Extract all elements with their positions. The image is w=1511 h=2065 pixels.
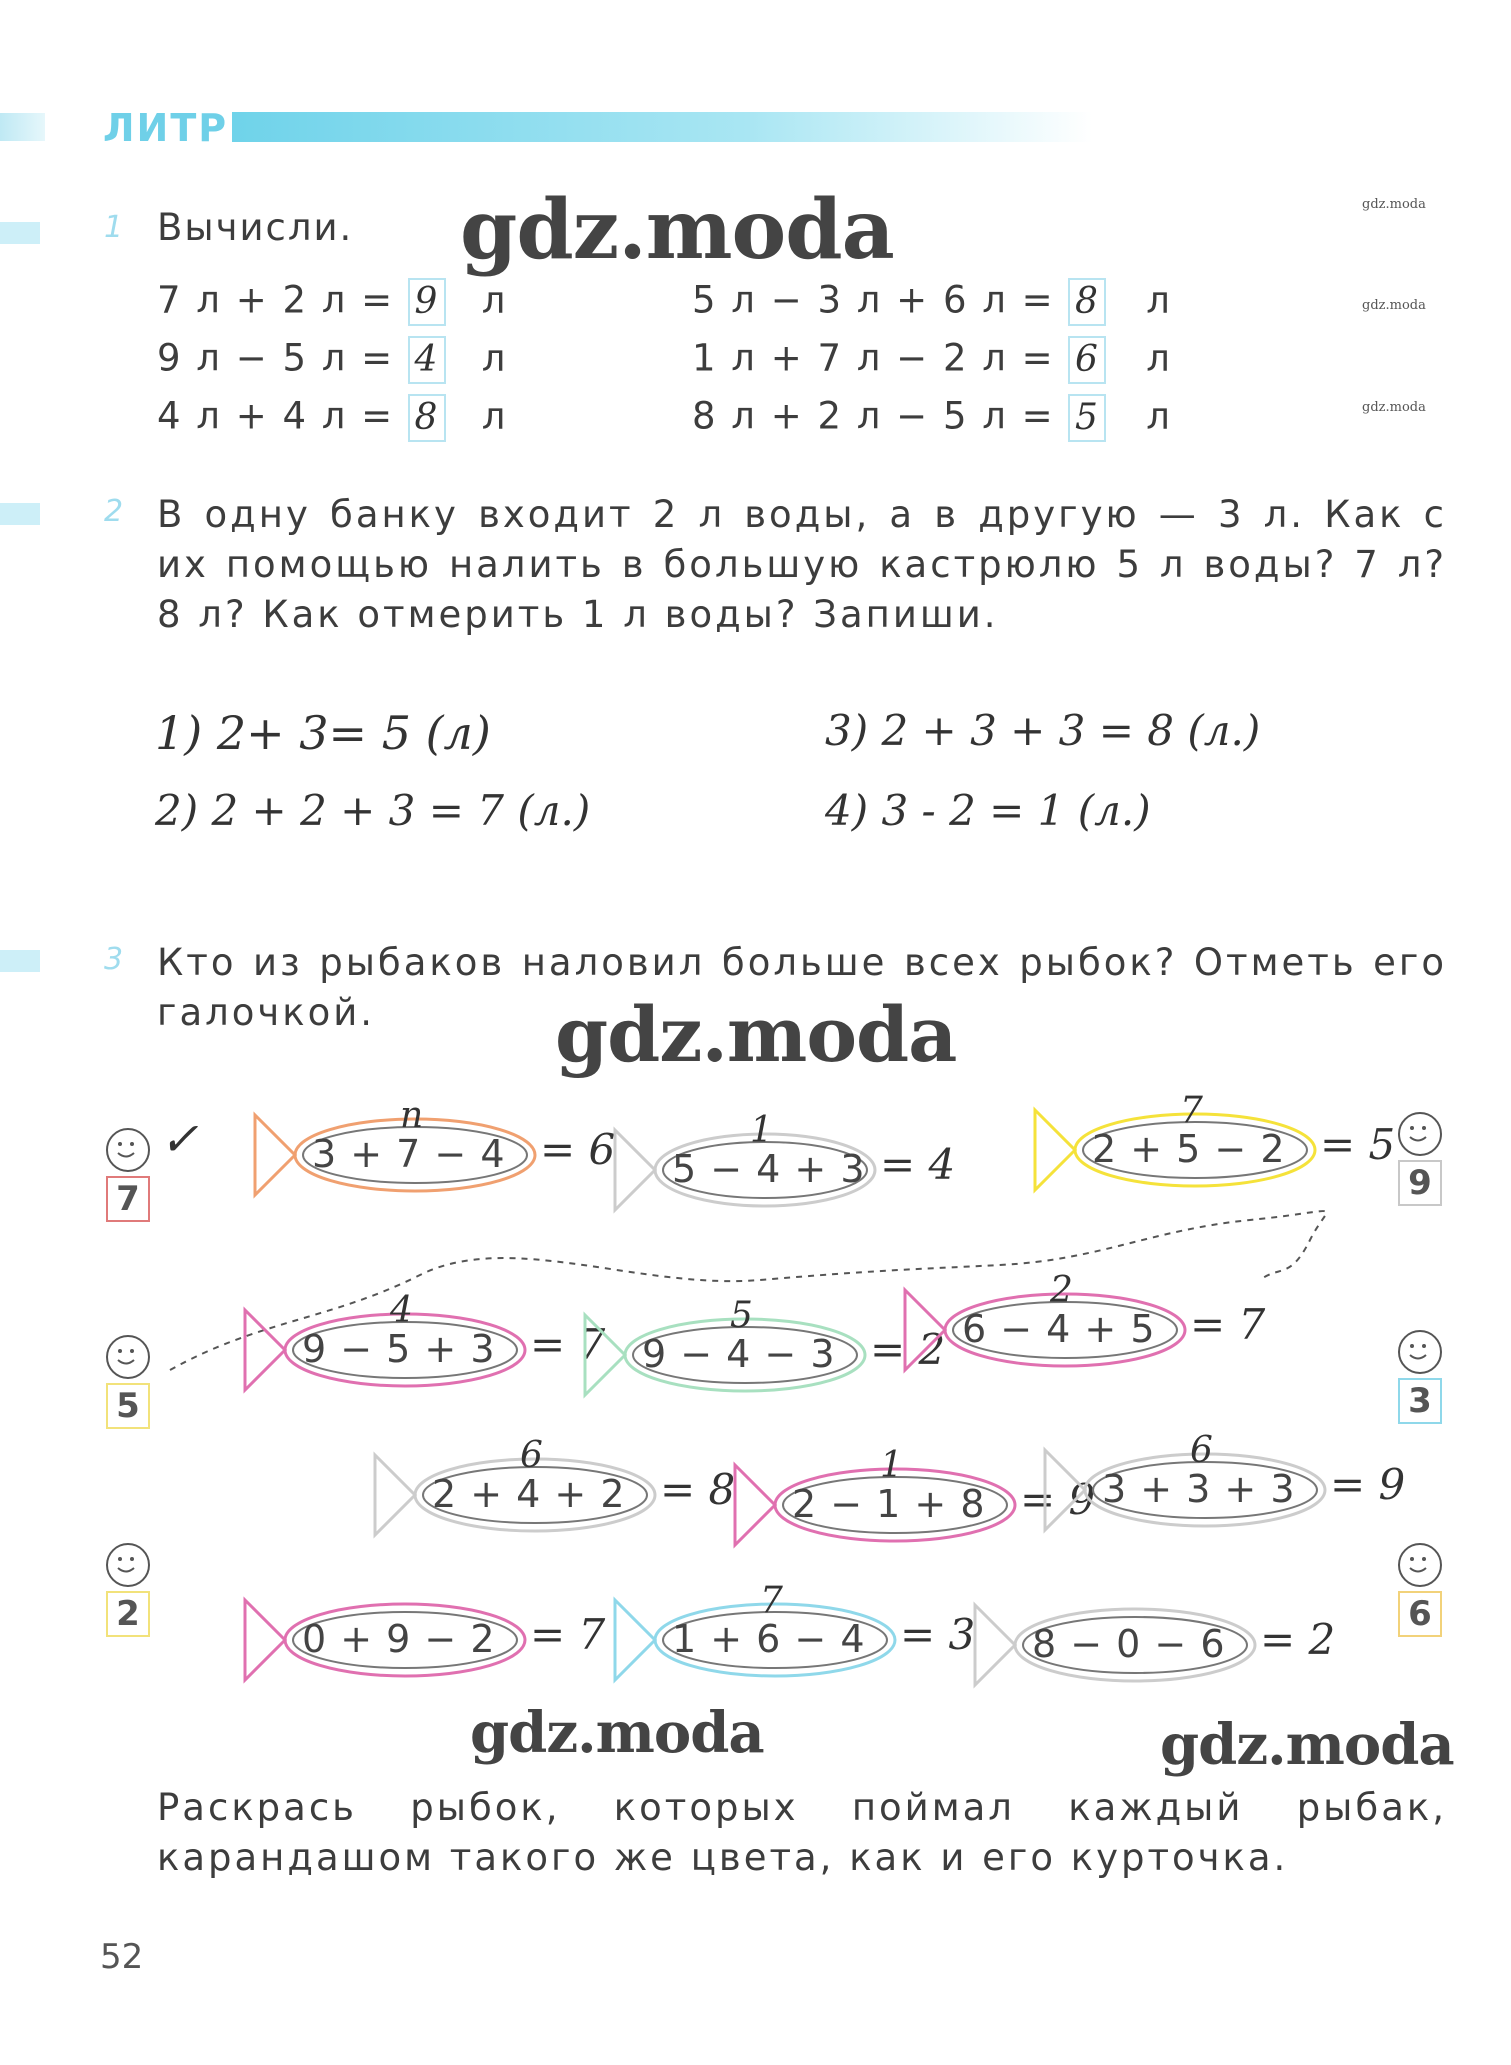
- smiley-face-icon: [1398, 1112, 1442, 1156]
- page-number: 52: [100, 1937, 144, 1977]
- answer-box: 8: [408, 394, 446, 442]
- header-bar: [232, 112, 1092, 142]
- fish-expression: 3 + 7 − 4: [312, 1132, 506, 1176]
- handwritten-answer: 4) 3 - 2 = 1 (л.): [825, 786, 1151, 835]
- fisherman-number: 7: [106, 1176, 150, 1222]
- task3-text: Кто из рыбаков наловил больше всех рыбок? Отметь его галочкой.: [157, 941, 1447, 1034]
- task-number-2: 2: [104, 494, 124, 529]
- watermark-small-1: gdz.moda: [1362, 197, 1426, 212]
- fish-expression: 9 − 4 − 3: [642, 1332, 836, 1376]
- task-marker-2: [0, 503, 40, 525]
- task-number-3: 3: [104, 942, 124, 977]
- fish: [610, 1110, 956, 1234]
- fish-expression: 3 + 3 + 3: [1102, 1467, 1296, 1511]
- task1-row: 5 л − 3 л + 6 л = 8 л: [692, 278, 1172, 326]
- watermark-small-3: gdz.moda: [1362, 400, 1426, 415]
- watermark-4: gdz.moda: [1160, 1712, 1454, 1778]
- fish: [900, 1270, 1266, 1394]
- fish: [970, 1585, 1336, 1709]
- fish-note: 7: [1180, 1090, 1203, 1131]
- smiley-face-icon: [106, 1128, 150, 1172]
- fish-result: = 6: [540, 1125, 616, 1174]
- handwritten-answer: 2) 2 + 2 + 3 = 7 (л.): [155, 786, 591, 835]
- fish-expression: 9 − 5 + 3: [302, 1327, 496, 1371]
- fish-expression: 2 − 1 + 8: [792, 1482, 986, 1526]
- answer-box: 5: [1068, 394, 1106, 442]
- fish-expression: 2 + 4 + 2: [432, 1472, 626, 1516]
- fisherman: [1392, 1330, 1448, 1424]
- fisherman-number: 2: [106, 1591, 150, 1637]
- fisherman-number: 3: [1398, 1378, 1442, 1424]
- smiley-face-icon: [106, 1543, 150, 1587]
- fish-note: 5: [730, 1295, 753, 1336]
- fish-note: 7: [760, 1580, 783, 1621]
- task-marker-3: [0, 950, 40, 972]
- task1-row: 9 л − 5 л = 4 л: [157, 336, 507, 384]
- smiley-face-icon: [1398, 1330, 1442, 1374]
- fish-result: = 7: [530, 1320, 606, 1369]
- section-title: ЛИТР: [103, 106, 229, 150]
- watermark-small-2: gdz.moda: [1362, 298, 1426, 313]
- fisherman: [100, 1543, 156, 1637]
- fish: [580, 1295, 946, 1419]
- answer-box: 8: [1068, 278, 1106, 326]
- smiley-face-icon: [1398, 1543, 1442, 1587]
- fish-result: = 7: [1190, 1300, 1266, 1349]
- check-mark: ✓: [160, 1112, 199, 1166]
- fisherman: [1392, 1543, 1448, 1637]
- fish-note: 2: [1050, 1270, 1073, 1311]
- watermark-1: gdz.moda: [460, 182, 894, 278]
- header-left-stripe: [0, 113, 45, 141]
- fish-result: = 9: [1020, 1475, 1096, 1524]
- fish: [1030, 1090, 1396, 1214]
- fish-expression: 2 + 5 − 2: [1092, 1127, 1286, 1171]
- fish: [730, 1445, 1096, 1569]
- task1-row: 7 л + 2 л = 9 л: [157, 278, 507, 326]
- fish: [610, 1580, 976, 1704]
- fish-expression: 8 − 0 − 6: [1032, 1622, 1226, 1666]
- fisherman: [1392, 1112, 1448, 1206]
- fish-note: 6: [520, 1435, 543, 1476]
- task1-title: Вычисли.: [157, 206, 354, 249]
- fish-expression: 0 + 9 − 2: [302, 1617, 496, 1661]
- fish-result: = 9: [1330, 1460, 1406, 1509]
- fisherman-number: 5: [106, 1383, 150, 1429]
- fish-result: = 4: [880, 1140, 956, 1189]
- task1-row: 4 л + 4 л = 8 л: [157, 394, 507, 442]
- answer-box: 4: [408, 336, 446, 384]
- fish-note: 1: [750, 1110, 773, 1151]
- fish-expression: 6 − 4 + 5: [962, 1307, 1156, 1351]
- fish-note: 6: [1190, 1430, 1213, 1471]
- fish-result: = 2: [870, 1325, 946, 1374]
- fish: [370, 1435, 736, 1559]
- fish-expression: 1 + 6 − 4: [672, 1617, 866, 1661]
- handwritten-answer: 1) 2+ 3= 5 (л): [155, 706, 491, 760]
- fish-result: = 5: [1320, 1120, 1396, 1169]
- fish-note: 1: [880, 1445, 903, 1486]
- fish-result: = 7: [530, 1610, 606, 1659]
- fish: [250, 1095, 616, 1219]
- task-number-1: 1: [104, 210, 124, 245]
- fish-note: п: [400, 1095, 424, 1136]
- fish: [240, 1290, 606, 1414]
- task2-text: В одну банку входит 2 л воды, а в другую — 3 л. Как с их помощью налить в большую кастрюлю 5 л воды? 7 л? 8 л? Как отмерить 1 л воды? Запиши.: [157, 493, 1447, 636]
- watermark-3: gdz.moda: [470, 1700, 764, 1766]
- fisherman: [100, 1128, 156, 1222]
- task3-footer: Раскрась рыбок, которых поймал каждый рыбак, карандашом такого же цвета, как и его курточка.: [157, 1786, 1447, 1879]
- fish-result: = 3: [900, 1610, 976, 1659]
- watermark-2: gdz.moda: [555, 990, 957, 1079]
- fisherman: [100, 1335, 156, 1429]
- fish: [1040, 1430, 1406, 1554]
- answer-box: 6: [1068, 336, 1106, 384]
- fisherman-number: 6: [1398, 1591, 1442, 1637]
- task1-row: 8 л + 2 л − 5 л = 5 л: [692, 394, 1172, 442]
- fisherman-number: 9: [1398, 1160, 1442, 1206]
- task-marker-1: [0, 222, 40, 244]
- smiley-face-icon: [106, 1335, 150, 1379]
- task1-row: 1 л + 7 л − 2 л = 6 л: [692, 336, 1172, 384]
- fish-expression: 5 − 4 + 3: [672, 1147, 866, 1191]
- fish-result: = 8: [660, 1465, 736, 1514]
- handwritten-answer: 3) 2 + 3 + 3 = 8 (л.): [825, 706, 1261, 755]
- answer-box: 9: [408, 278, 446, 326]
- fish-note: 4: [390, 1290, 413, 1331]
- fish-result: = 2: [1260, 1615, 1336, 1664]
- fish: [240, 1580, 606, 1704]
